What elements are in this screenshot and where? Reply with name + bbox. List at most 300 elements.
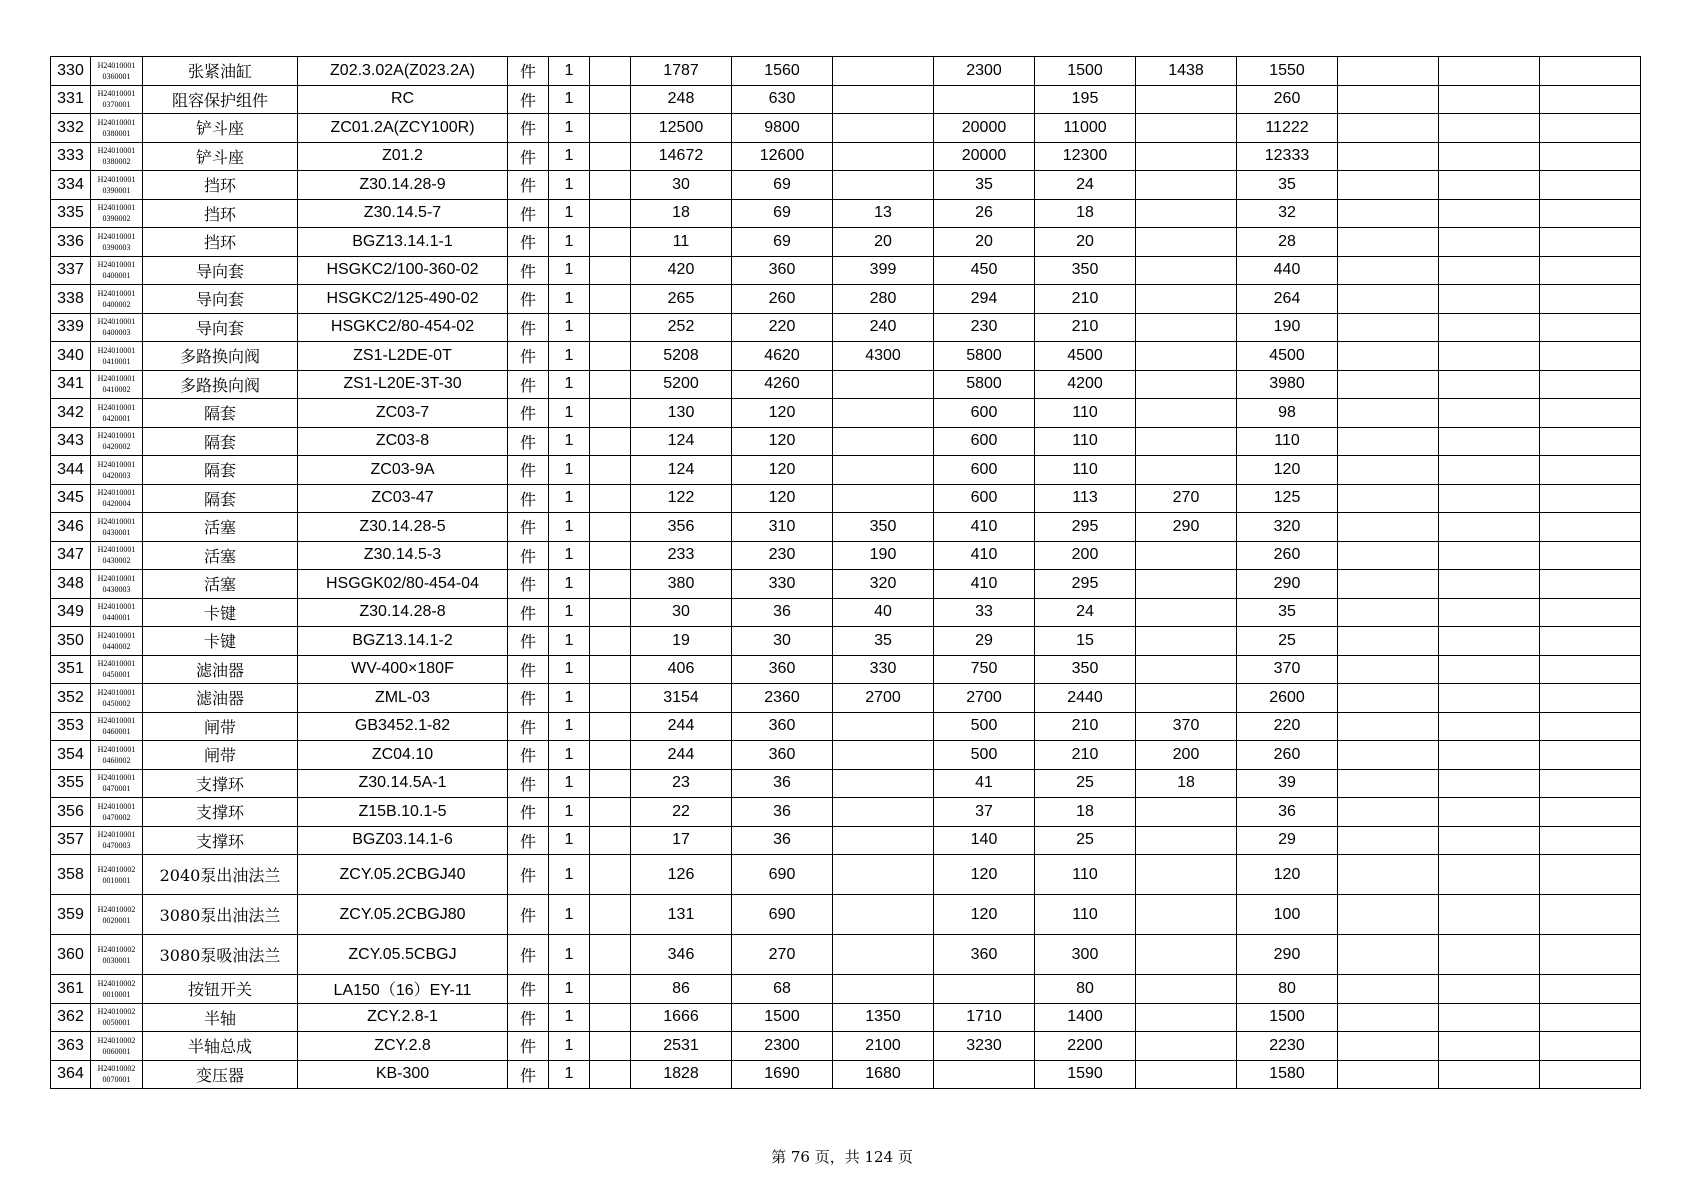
price-4: 2300 xyxy=(934,57,1035,86)
item-model: Z30.14.28-9 xyxy=(298,171,508,200)
empty-cell xyxy=(1338,855,1439,895)
price-6 xyxy=(1136,627,1237,656)
row-number: 364 xyxy=(51,1060,91,1089)
blank-cell xyxy=(590,199,631,228)
price-1: 5208 xyxy=(631,342,732,371)
price-2: 1500 xyxy=(732,1003,833,1032)
price-6 xyxy=(1136,895,1237,935)
row-number: 330 xyxy=(51,57,91,86)
unit: 件 xyxy=(508,85,549,114)
price-2: 12600 xyxy=(732,142,833,171)
price-3: 399 xyxy=(833,256,934,285)
table-row xyxy=(51,199,1641,228)
price-4: 120 xyxy=(934,895,1035,935)
blank-cell xyxy=(590,427,631,456)
empty-cell xyxy=(1338,712,1439,741)
price-5: 350 xyxy=(1035,256,1136,285)
price-1: 22 xyxy=(631,798,732,827)
price-1: 12500 xyxy=(631,114,732,143)
item-name: 闸带 xyxy=(143,712,298,741)
price-5: 1400 xyxy=(1035,1003,1136,1032)
price-3: 2100 xyxy=(833,1032,934,1061)
item-code-line: H24010002 xyxy=(97,864,136,874)
empty-cell xyxy=(1439,285,1540,314)
price-2: 270 xyxy=(732,935,833,975)
price-7: 440 xyxy=(1237,256,1338,285)
empty-cell xyxy=(1540,1060,1641,1089)
empty-cell xyxy=(1338,1003,1439,1032)
table-row xyxy=(51,427,1641,456)
table-row xyxy=(51,541,1641,570)
blank-cell xyxy=(590,684,631,713)
price-3 xyxy=(833,370,934,399)
blank-cell xyxy=(590,741,631,770)
empty-cell xyxy=(1439,456,1540,485)
price-4: 5800 xyxy=(934,370,1035,399)
table-row xyxy=(51,627,1641,656)
price-1: 356 xyxy=(631,513,732,542)
price-3: 330 xyxy=(833,655,934,684)
price-4: 33 xyxy=(934,598,1035,627)
price-6 xyxy=(1136,541,1237,570)
item-model: Z15B.10.1-5 xyxy=(298,798,508,827)
price-4: 41 xyxy=(934,769,1035,798)
price-3 xyxy=(833,975,934,1004)
empty-cell xyxy=(1439,57,1540,86)
price-3 xyxy=(833,935,934,975)
empty-cell xyxy=(1540,228,1641,257)
price-3 xyxy=(833,85,934,114)
table-row xyxy=(51,484,1641,513)
empty-cell xyxy=(1338,1032,1439,1061)
quantity: 1 xyxy=(549,199,590,228)
unit: 件 xyxy=(508,285,549,314)
price-1: 244 xyxy=(631,712,732,741)
unit: 件 xyxy=(508,975,549,1004)
price-5: 110 xyxy=(1035,456,1136,485)
price-5: 2200 xyxy=(1035,1032,1136,1061)
table-row xyxy=(51,741,1641,770)
price-5: 20 xyxy=(1035,228,1136,257)
price-1: 130 xyxy=(631,399,732,428)
item-code-line: 0470003 xyxy=(102,841,131,851)
empty-cell xyxy=(1338,313,1439,342)
item-model: ZS1-L2DE-0T xyxy=(298,342,508,371)
item-name: 滤油器 xyxy=(143,684,298,713)
table-row xyxy=(51,256,1641,285)
blank-cell xyxy=(590,1060,631,1089)
price-1: 5200 xyxy=(631,370,732,399)
quantity: 1 xyxy=(549,399,590,428)
row-number: 356 xyxy=(51,798,91,827)
price-2: 4620 xyxy=(732,342,833,371)
price-7: 1580 xyxy=(1237,1060,1338,1089)
item-model: ZC01.2A(ZCY100R) xyxy=(298,114,508,143)
price-7: 28 xyxy=(1237,228,1338,257)
price-2: 360 xyxy=(732,741,833,770)
unit: 件 xyxy=(508,541,549,570)
item-code xyxy=(91,570,143,599)
price-4: 20000 xyxy=(934,114,1035,143)
price-1: 126 xyxy=(631,855,732,895)
price-7: 4500 xyxy=(1237,342,1338,371)
price-4: 600 xyxy=(934,399,1035,428)
price-4: 37 xyxy=(934,798,1035,827)
table-body xyxy=(51,57,1641,1089)
price-5: 1500 xyxy=(1035,57,1136,86)
empty-cell xyxy=(1439,935,1540,975)
item-code-line: H24010001 xyxy=(97,260,136,270)
price-1: 2531 xyxy=(631,1032,732,1061)
empty-cell xyxy=(1439,85,1540,114)
price-1: 17 xyxy=(631,826,732,855)
price-3: 4300 xyxy=(833,342,934,371)
empty-cell xyxy=(1439,228,1540,257)
item-name: 活塞 xyxy=(143,570,298,599)
empty-cell xyxy=(1439,484,1540,513)
item-code-line: 0390003 xyxy=(102,242,131,252)
empty-cell xyxy=(1338,975,1439,1004)
price-2: 630 xyxy=(732,85,833,114)
price-4: 600 xyxy=(934,427,1035,456)
item-code xyxy=(91,285,143,314)
price-4: 35 xyxy=(934,171,1035,200)
table-row xyxy=(51,895,1641,935)
price-2: 36 xyxy=(732,769,833,798)
blank-cell xyxy=(590,85,631,114)
unit: 件 xyxy=(508,855,549,895)
empty-cell xyxy=(1540,627,1641,656)
row-number: 347 xyxy=(51,541,91,570)
blank-cell xyxy=(590,171,631,200)
price-7: 320 xyxy=(1237,513,1338,542)
price-7: 80 xyxy=(1237,975,1338,1004)
empty-cell xyxy=(1338,370,1439,399)
row-number: 348 xyxy=(51,570,91,599)
price-4: 29 xyxy=(934,627,1035,656)
item-code xyxy=(91,57,143,86)
item-name: 挡环 xyxy=(143,171,298,200)
empty-cell xyxy=(1439,342,1540,371)
blank-cell xyxy=(590,627,631,656)
price-2: 120 xyxy=(732,427,833,456)
empty-cell xyxy=(1540,199,1641,228)
empty-cell xyxy=(1439,1003,1540,1032)
item-name: 滤油器 xyxy=(143,655,298,684)
blank-cell xyxy=(590,935,631,975)
price-3 xyxy=(833,57,934,86)
empty-cell xyxy=(1439,712,1540,741)
price-6 xyxy=(1136,1060,1237,1089)
price-3 xyxy=(833,769,934,798)
price-5: 1590 xyxy=(1035,1060,1136,1089)
quantity: 1 xyxy=(549,228,590,257)
price-5: 2440 xyxy=(1035,684,1136,713)
price-4: 410 xyxy=(934,541,1035,570)
row-number: 346 xyxy=(51,513,91,542)
price-5: 210 xyxy=(1035,313,1136,342)
price-4: 600 xyxy=(934,456,1035,485)
price-7: 290 xyxy=(1237,570,1338,599)
price-1: 3154 xyxy=(631,684,732,713)
price-4: 20 xyxy=(934,228,1035,257)
item-code-line: H24010001 xyxy=(97,545,136,555)
blank-cell xyxy=(590,798,631,827)
price-2: 36 xyxy=(732,598,833,627)
price-5: 80 xyxy=(1035,975,1136,1004)
item-name: 挡环 xyxy=(143,228,298,257)
item-code xyxy=(91,1060,143,1089)
quantity: 1 xyxy=(549,798,590,827)
page-footer: 第 76 页，共 124 页 xyxy=(771,1148,913,1166)
item-model: ZCY.2.8-1 xyxy=(298,1003,508,1032)
item-code-line: H24010001 xyxy=(97,317,136,327)
price-2: 69 xyxy=(732,171,833,200)
price-4: 2700 xyxy=(934,684,1035,713)
item-name: 多路换向阀 xyxy=(143,370,298,399)
price-1: 244 xyxy=(631,741,732,770)
blank-cell xyxy=(590,975,631,1004)
price-4: 500 xyxy=(934,741,1035,770)
price-1: 18 xyxy=(631,199,732,228)
quantity: 1 xyxy=(549,895,590,935)
price-2: 68 xyxy=(732,975,833,1004)
item-code-line: H24010001 xyxy=(97,231,136,241)
item-code-line: H24010001 xyxy=(97,773,136,783)
table-row xyxy=(51,975,1641,1004)
empty-cell xyxy=(1540,1003,1641,1032)
empty-cell xyxy=(1338,541,1439,570)
price-2: 30 xyxy=(732,627,833,656)
quantity: 1 xyxy=(549,513,590,542)
empty-cell xyxy=(1540,427,1641,456)
price-3 xyxy=(833,399,934,428)
item-code xyxy=(91,627,143,656)
item-code xyxy=(91,826,143,855)
unit: 件 xyxy=(508,427,549,456)
table-row xyxy=(51,798,1641,827)
empty-cell xyxy=(1540,57,1641,86)
item-model: Z02.3.02A(Z023.2A) xyxy=(298,57,508,86)
quantity: 1 xyxy=(549,313,590,342)
blank-cell xyxy=(590,712,631,741)
empty-cell xyxy=(1439,513,1540,542)
empty-cell xyxy=(1439,826,1540,855)
empty-cell xyxy=(1439,655,1540,684)
table-row xyxy=(51,399,1641,428)
item-code xyxy=(91,228,143,257)
item-code-line: H24010002 xyxy=(97,1035,136,1045)
item-code xyxy=(91,342,143,371)
item-code-line: H24010002 xyxy=(97,978,136,988)
item-code-line: H24010001 xyxy=(97,659,136,669)
item-model: Z30.14.28-5 xyxy=(298,513,508,542)
quantity: 1 xyxy=(549,826,590,855)
item-code-line: 0370001 xyxy=(102,100,131,110)
empty-cell xyxy=(1540,541,1641,570)
item-code-line: 0440001 xyxy=(102,613,131,623)
empty-cell xyxy=(1540,935,1641,975)
empty-cell xyxy=(1338,513,1439,542)
price-1: 30 xyxy=(631,598,732,627)
item-code-line: H24010001 xyxy=(97,402,136,412)
unit: 件 xyxy=(508,256,549,285)
empty-cell xyxy=(1540,855,1641,895)
table-row xyxy=(51,342,1641,371)
item-name: 导向套 xyxy=(143,256,298,285)
item-code xyxy=(91,1032,143,1061)
unit: 件 xyxy=(508,142,549,171)
blank-cell xyxy=(590,513,631,542)
row-number: 331 xyxy=(51,85,91,114)
price-1: 14672 xyxy=(631,142,732,171)
price-3 xyxy=(833,427,934,456)
unit: 件 xyxy=(508,57,549,86)
price-3 xyxy=(833,826,934,855)
empty-cell xyxy=(1439,199,1540,228)
table-row xyxy=(51,769,1641,798)
row-number: 343 xyxy=(51,427,91,456)
blank-cell xyxy=(590,570,631,599)
row-number: 342 xyxy=(51,399,91,428)
price-6 xyxy=(1136,427,1237,456)
row-number: 339 xyxy=(51,313,91,342)
price-1: 23 xyxy=(631,769,732,798)
price-2: 310 xyxy=(732,513,833,542)
empty-cell xyxy=(1540,142,1641,171)
price-7: 100 xyxy=(1237,895,1338,935)
blank-cell xyxy=(590,399,631,428)
item-model: Z30.14.5A-1 xyxy=(298,769,508,798)
unit: 件 xyxy=(508,769,549,798)
blank-cell xyxy=(590,598,631,627)
row-number: 338 xyxy=(51,285,91,314)
item-code-line: H24010001 xyxy=(97,203,136,213)
item-name: 隔套 xyxy=(143,456,298,485)
price-3: 1350 xyxy=(833,1003,934,1032)
price-5: 350 xyxy=(1035,655,1136,684)
price-6 xyxy=(1136,171,1237,200)
price-7: 39 xyxy=(1237,769,1338,798)
price-1: 19 xyxy=(631,627,732,656)
empty-cell xyxy=(1439,895,1540,935)
item-code xyxy=(91,855,143,895)
quantity: 1 xyxy=(549,342,590,371)
item-code xyxy=(91,427,143,456)
quantity: 1 xyxy=(549,541,590,570)
row-number: 358 xyxy=(51,855,91,895)
row-number: 361 xyxy=(51,975,91,1004)
empty-cell xyxy=(1439,975,1540,1004)
price-7: 1550 xyxy=(1237,57,1338,86)
price-1: 380 xyxy=(631,570,732,599)
item-model: ZS1-L20E-3T-30 xyxy=(298,370,508,399)
blank-cell xyxy=(590,114,631,143)
price-3: 40 xyxy=(833,598,934,627)
empty-cell xyxy=(1540,570,1641,599)
table-row xyxy=(51,114,1641,143)
price-7: 120 xyxy=(1237,855,1338,895)
price-3 xyxy=(833,895,934,935)
empty-cell xyxy=(1439,741,1540,770)
quantity: 1 xyxy=(549,712,590,741)
price-4: 140 xyxy=(934,826,1035,855)
price-3: 350 xyxy=(833,513,934,542)
table-row xyxy=(51,456,1641,485)
empty-cell xyxy=(1439,855,1540,895)
empty-cell xyxy=(1338,655,1439,684)
price-6 xyxy=(1136,570,1237,599)
item-code-line: 0400001 xyxy=(102,271,131,281)
price-5: 4500 xyxy=(1035,342,1136,371)
price-7: 25 xyxy=(1237,627,1338,656)
price-3: 1680 xyxy=(833,1060,934,1089)
item-code-line: H24010001 xyxy=(97,89,136,99)
quantity: 1 xyxy=(549,1003,590,1032)
row-number: 349 xyxy=(51,598,91,627)
item-code-line: H24010001 xyxy=(97,801,136,811)
empty-cell xyxy=(1439,256,1540,285)
item-code xyxy=(91,171,143,200)
price-4 xyxy=(934,975,1035,1004)
price-5: 24 xyxy=(1035,598,1136,627)
item-code-line: H24010001 xyxy=(97,716,136,726)
empty-cell xyxy=(1338,627,1439,656)
empty-cell xyxy=(1540,895,1641,935)
empty-cell xyxy=(1439,370,1540,399)
empty-cell xyxy=(1338,935,1439,975)
price-2: 690 xyxy=(732,855,833,895)
empty-cell xyxy=(1439,313,1540,342)
item-code-line: H24010001 xyxy=(97,488,136,498)
item-code xyxy=(91,370,143,399)
table-row xyxy=(51,570,1641,599)
item-code-line: 0360001 xyxy=(102,71,131,81)
item-code-line: 0430002 xyxy=(102,556,131,566)
blank-cell xyxy=(590,826,631,855)
unit: 件 xyxy=(508,741,549,770)
price-5: 18 xyxy=(1035,798,1136,827)
item-code xyxy=(91,85,143,114)
price-6 xyxy=(1136,199,1237,228)
price-6 xyxy=(1136,798,1237,827)
item-model: HSGKC2/80-454-02 xyxy=(298,313,508,342)
price-1: 233 xyxy=(631,541,732,570)
unit: 件 xyxy=(508,826,549,855)
table-row xyxy=(51,85,1641,114)
price-2: 120 xyxy=(732,456,833,485)
price-4: 1710 xyxy=(934,1003,1035,1032)
price-2: 330 xyxy=(732,570,833,599)
quantity: 1 xyxy=(549,57,590,86)
item-code-line: 0010001 xyxy=(102,875,131,885)
price-6 xyxy=(1136,684,1237,713)
empty-cell xyxy=(1540,285,1641,314)
price-6 xyxy=(1136,1032,1237,1061)
item-model: ZCY.05.5CBGJ xyxy=(298,935,508,975)
price-5: 12300 xyxy=(1035,142,1136,171)
price-5: 24 xyxy=(1035,171,1136,200)
price-7: 260 xyxy=(1237,85,1338,114)
empty-cell xyxy=(1540,684,1641,713)
unit: 件 xyxy=(508,484,549,513)
row-number: 360 xyxy=(51,935,91,975)
empty-cell xyxy=(1540,114,1641,143)
item-code xyxy=(91,798,143,827)
item-code-line: H24010002 xyxy=(97,944,136,954)
price-3: 280 xyxy=(833,285,934,314)
item-model: LA150（16）EY-11 xyxy=(298,975,508,1004)
